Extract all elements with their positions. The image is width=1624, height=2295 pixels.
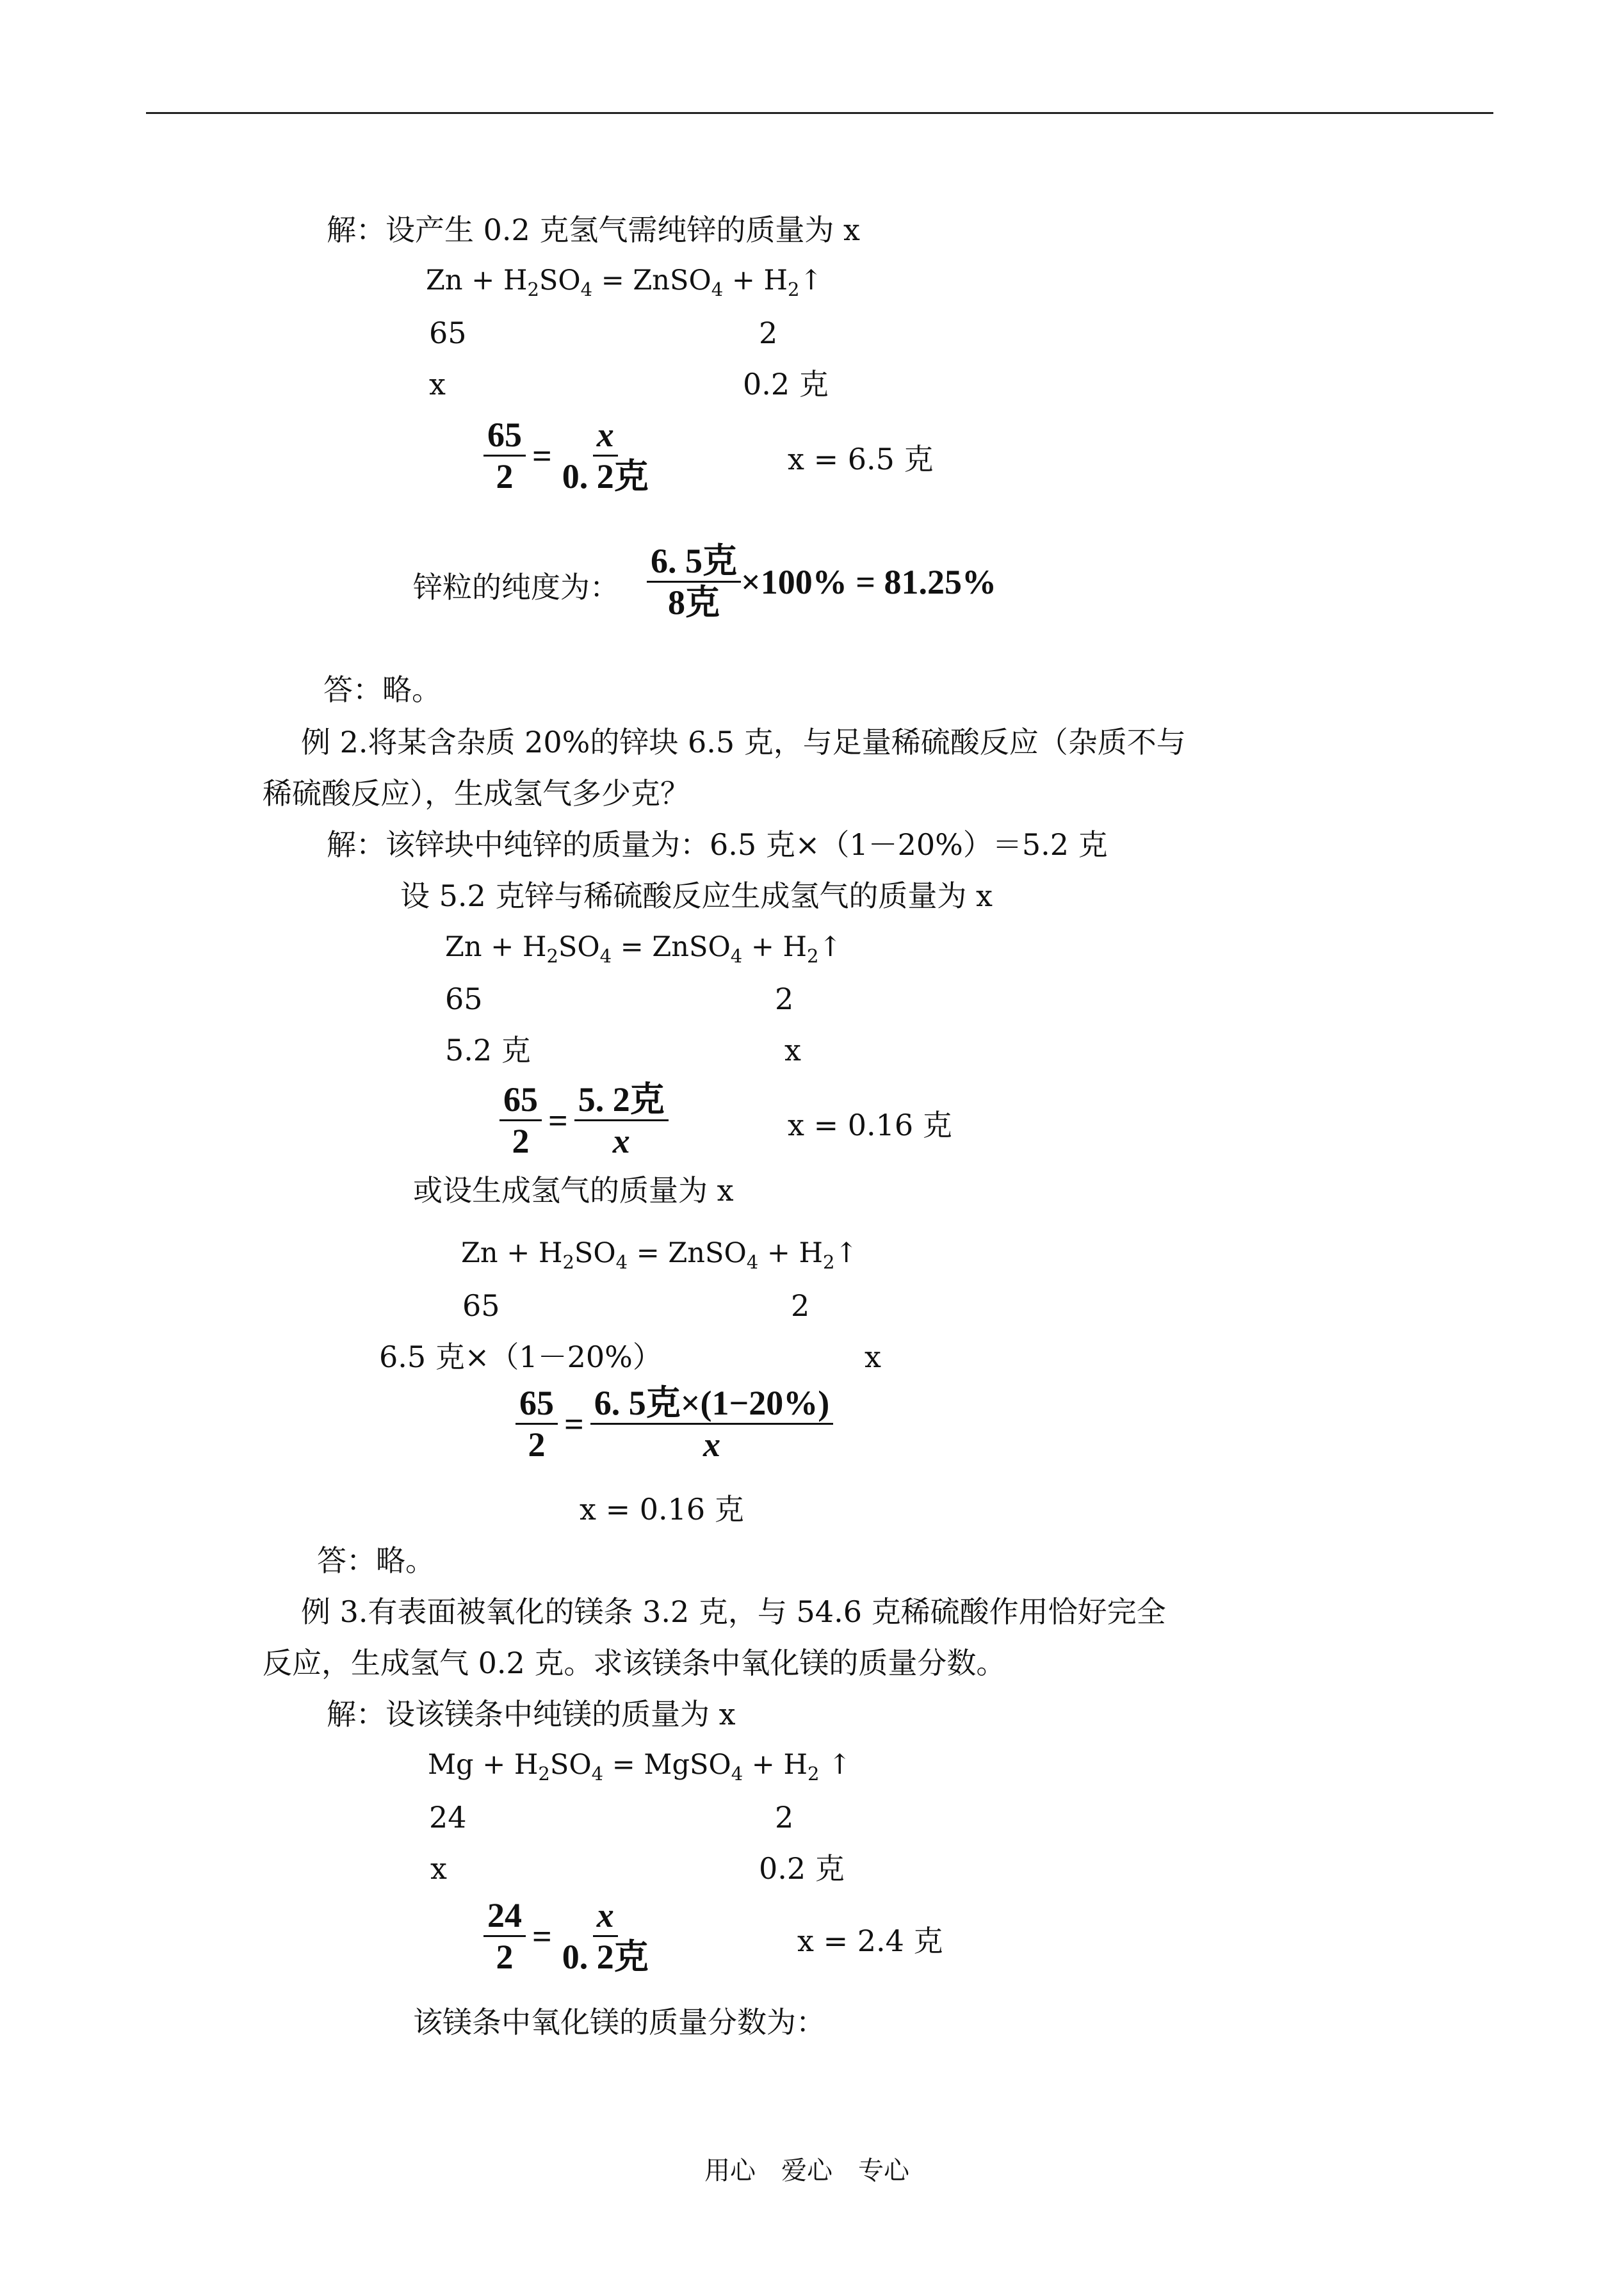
- ex2-row1-left: 65: [445, 982, 483, 1016]
- ex2-question-line2: 稀硫酸反应），生成氢气多少克？: [263, 776, 690, 811]
- ex2-solution-line2: 设 5.2 克锌与稀硫酸反应生成氢气的质量为 x: [400, 879, 993, 913]
- ex2-question-line1: 例 2.将某含杂质 20%的锌块 6.5 克，与足量稀硫酸反应（杂质不与: [301, 725, 1186, 759]
- ex3-question-line1: 例 3.有表面被氧化的镁条 3.2 克，与 54.6 克稀硫酸作用恰好完全: [301, 1594, 1166, 1629]
- ex1-row2-left: x: [429, 367, 446, 401]
- ex1-purity-formula: $\frac{\text{6. 5克}}{\text{8克}}$ ×100% = 81.25%: [647, 541, 996, 622]
- ex2-solution-line: 解：该锌块中纯锌的质量为：6.5 克×（1－20%）＝5.2 克: [327, 827, 1108, 862]
- ex2-row1-right: 2: [775, 982, 794, 1016]
- ex2-row3-left: 65: [462, 1288, 500, 1323]
- ex2-alt-line: 或设生成氢气的质量为 x: [413, 1173, 734, 1208]
- ex2-result: x = 0.16 克: [788, 1108, 952, 1142]
- ex1-solution-line: 解：设产生 0.2 克氢气需纯锌的质量为 x: [327, 213, 860, 247]
- ex2-result2: x = 0.16 克: [580, 1492, 744, 1527]
- ex3-equation: $Mg + H_2SO_4$ = MgSO$_4$ + $H_2$ ↑: [428, 1749, 852, 1785]
- ex2-row2-right: x: [784, 1033, 801, 1067]
- ex2-row2-left: 5.2 克: [445, 1033, 531, 1067]
- ex1-answer: 答：略。: [323, 672, 441, 707]
- ex3-row1-left: 24: [429, 1800, 467, 1835]
- ex2-equation2: $Zn + H_2SO_4$ = ZnSO$_4$ + $H_2↑$: [461, 1237, 858, 1273]
- ex1-equation: $Zn + H_2SO_4$ = ZnSO$_4$ + $H_2↑$: [426, 264, 823, 300]
- ex1-row1-left: 65: [429, 316, 467, 350]
- ex2-row4-right: x: [865, 1340, 881, 1374]
- ex3-proportion: $\frac{24}{2}$ = $\frac{x}{\text{0. 2克}}$: [483, 1895, 653, 1977]
- ex1-row1-right: 2: [759, 316, 778, 350]
- ex2-equation: $Zn + H_2SO_4$ = ZnSO$_4$ + $H_2↑$: [445, 931, 842, 967]
- ex3-row2-right: 0.2 克: [759, 1851, 845, 1886]
- ex3-row1-right: 2: [775, 1800, 794, 1835]
- ex3-result: x = 2.4 克: [797, 1924, 943, 1958]
- ex1-row2-right: 0.2 克: [743, 367, 829, 401]
- ex2-proportion: $\frac{65}{2}$ = $\frac{\text{5. 2克}}{x}$: [499, 1080, 669, 1161]
- ex2-answer: 答：略。: [317, 1543, 435, 1578]
- header-rule: [146, 112, 1493, 114]
- ex2-row4-left: 6.5 克×（1－20%）: [379, 1340, 662, 1374]
- ex1-purity-label: 锌粒的纯度为：: [413, 570, 619, 604]
- ex3-row2-left: x: [430, 1851, 447, 1886]
- ex1-proportion: $\frac{65}{2}$ = $\frac{x}{\text{0. 2克}}$: [483, 415, 653, 496]
- ex2-proportion2: $\frac{65}{2}$ = $\frac{\text{6. 5克×(1−20\%)}}{x}$: [516, 1383, 833, 1464]
- page-footer: 用心 爱心 专心: [704, 2156, 909, 2186]
- ex2-row3-right: 2: [791, 1288, 810, 1323]
- ex3-tail-line: 该镁条中氧化镁的质量分数为：: [413, 2005, 825, 2040]
- ex1-result: x = 6.5 克: [788, 442, 934, 476]
- ex3-solution-line: 解：设该镁条中纯镁的质量为 x: [327, 1697, 736, 1731]
- ex3-question-line2: 反应，生成氢气 0.2 克。求该镁条中氧化镁的质量分数。: [263, 1646, 1006, 1680]
